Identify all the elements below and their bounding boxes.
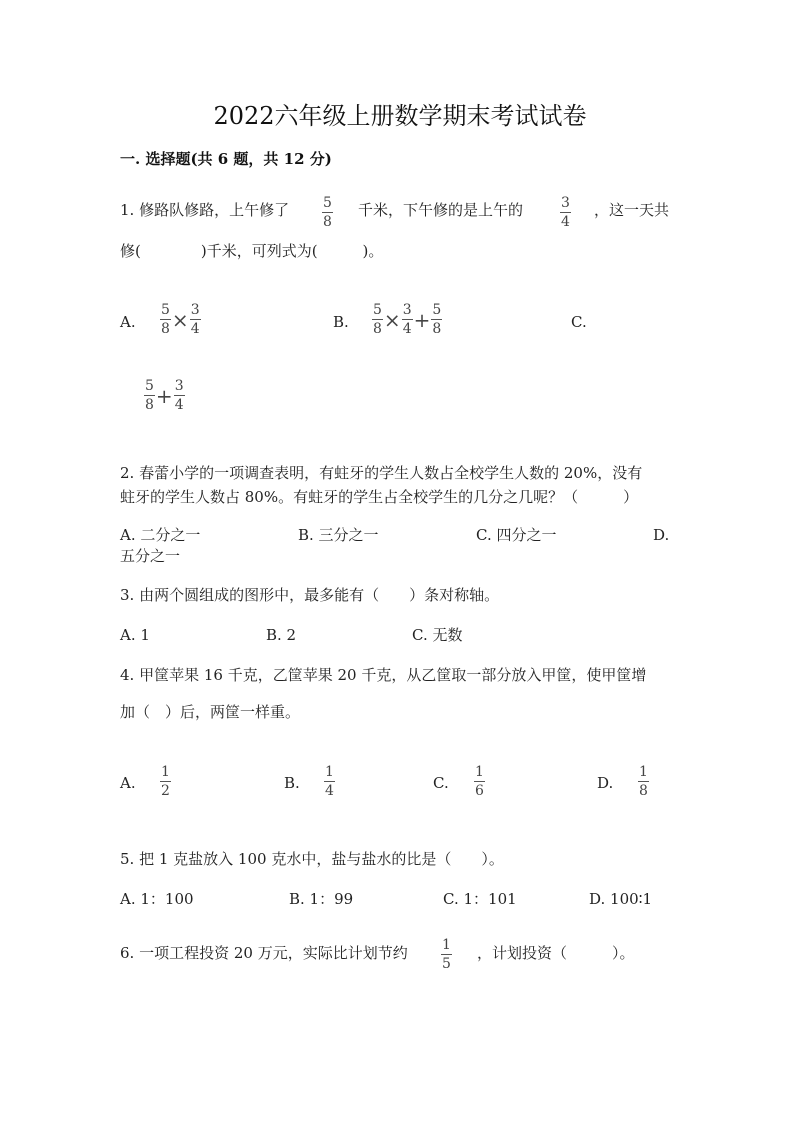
q1-fraction-5-8: 5 8 [323,195,332,230]
fraction: $\frac{5}{8}$ [373,302,382,337]
q1-text-line2: 修( )千米，可列式为( )。 [120,242,384,260]
fraction: $\frac{3}{4}$ [402,302,412,337]
q2-option-a: A. 二分之一 [120,526,201,544]
page-title: 2022六年级上册数学期末考试试卷 [213,102,587,130]
q5-option-b: B. 1：99 [289,890,354,908]
section-heading: 一. 选择题(共 6 题，共 12 分) [120,150,332,168]
q3-option-c: C. 无数 [412,626,463,644]
q3-option-a: A. 1 [120,626,150,644]
q1-option-b-expression [372,302,442,337]
plus-sign: + [155,383,173,408]
q4-option-a-label: A. [120,774,136,792]
q2-text-line1: 2. 春蕾小学的一项调查表明，有蛀牙的学生人数占全校学生人数的 20%，没有 [120,464,643,482]
q1-text-part3: ，这一天共 [594,201,670,219]
q1-option-a-label: A. [120,313,136,331]
q3-text: 3. 由两个圆组成的图形中，最多能有（ ）条对称轴。 [120,586,500,604]
q1-option-c-expression [144,378,185,413]
q5-text: 5. 把 1 克盐放入 100 克水中，盐与盐水的比是（ ）。 [120,850,504,868]
q4-option-c-fraction: 1 6 [475,764,484,799]
q1-option-c-label: C. [571,313,587,331]
q6-fraction-1-5: 1 5 [442,937,451,972]
q4-option-a-fraction: 1 2 [161,764,170,799]
plus-sign: + [413,307,431,332]
q4-option-d-fraction: 1 8 [639,764,648,799]
q6-text-part1: 6. 一项工程投资 20 万元，实际比计划节约 [120,944,408,962]
q5-option-d: D. 100∶1 [589,890,653,908]
q4-option-b-fraction: 1 4 [325,764,334,799]
q1-option-b-label: B. [333,313,349,331]
q2-option-d-text: 五分之一 [120,547,181,565]
q4-option-d-label: D. [597,774,614,792]
fraction: $\frac{5}{8}$ [432,302,442,337]
fraction: $\frac{3}{4}$ [174,378,184,413]
q2-option-b: B. 三分之一 [298,526,379,544]
q1-text-part2: 千米，下午修的是上午的 [358,201,524,219]
times-sign: × [171,307,189,332]
q2-text-line2: 蛀牙的学生人数占 80%。有蛀牙的学生占全校学生的几分之几呢？（ ） [120,488,639,506]
q2-option-d-label: D. [653,526,670,544]
q1-option-a-expression [160,302,201,337]
q2-option-c: C. 四分之一 [476,526,557,544]
fraction: $\frac{3}{4}$ [190,302,200,337]
q4-text-line1: 4. 甲筐苹果 16 千克，乙筐苹果 20 千克，从乙筐取一部分放入甲筐，使甲筐增 [120,666,647,684]
q4-option-c-label: C. [433,774,449,792]
q4-option-b-label: B. [284,774,300,792]
times-sign: × [383,307,401,332]
q1-fraction-3-4: 3 4 [561,195,570,230]
q6-text-part2: ，计划投资（ ）。 [477,944,635,962]
fraction: $\frac{5}{8}$ [145,378,154,413]
q5-option-a: A. 1：100 [120,890,194,908]
q3-option-b: B. 2 [266,626,297,644]
fraction: $\frac{5}{8}$ [161,302,170,337]
q4-text-line2: 加（ ）后，两筐一样重。 [120,703,301,721]
q1-text-part1: 1. 修路队修路，上午修了 [120,201,290,219]
q5-option-c: C. 1：101 [443,890,517,908]
